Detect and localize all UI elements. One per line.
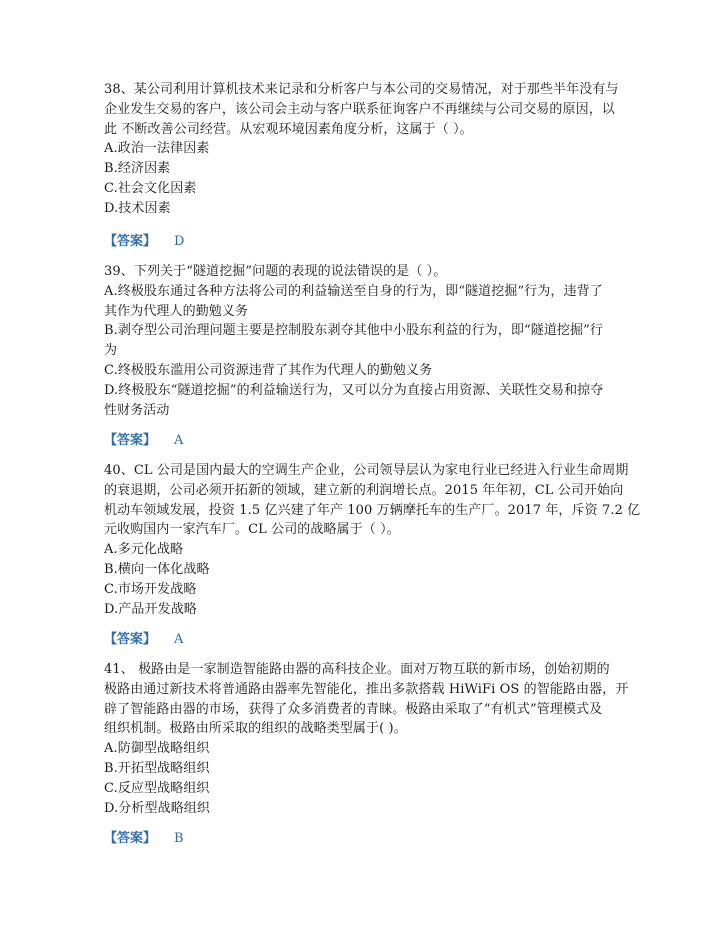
answer-value: A xyxy=(174,632,184,647)
answer-label: 【答案】 xyxy=(104,234,157,249)
option-a: A.终极股东通过各种方法将公司的利益输送至自身的行为，即“隧道挖掘”行为，违背了 xyxy=(104,283,603,299)
answer-value: B xyxy=(174,831,184,846)
answer-38 xyxy=(104,232,184,252)
option-b: B.开拓型战略组织 xyxy=(104,760,210,776)
option-b-cont: 为 xyxy=(104,343,118,359)
answer-41 xyxy=(104,829,184,849)
option-c: C.社会文化因素 xyxy=(104,180,197,196)
question-stem-line: 39、下列关于“隧道挖掘”问题的表现的说法错误的是（ ）。 xyxy=(104,264,447,279)
question-stem-line: 38、某公司利用计算机技术来记录和分析客户与本公司的交易情况，对于那些半年没有与 xyxy=(104,82,619,97)
answer-value: D xyxy=(174,234,185,249)
option-a-cont: 其作为代理人的勤勉义务 xyxy=(104,303,249,319)
question-40 xyxy=(104,461,640,619)
question-stem-line: 此 不断改善公司经营。从宏观环境因素角度分析，这属于（ ）。 xyxy=(104,121,473,137)
answer-label: 【答案】 xyxy=(104,433,157,448)
option-d: D.技术因素 xyxy=(104,200,171,216)
question-39 xyxy=(104,262,603,420)
question-stem-line: 元收购国内一家汽车厂。CL 公司的战略属于（ ）。 xyxy=(104,522,400,538)
option-c: C.终极股东滥用公司资源违背了其作为代理人的勤勉义务 xyxy=(104,362,433,378)
question-stem-line: 极路由通过新技术将普通路由器率先智能化，推出多款搭载 HiWiFi OS 的智能路由器，开 xyxy=(104,681,629,697)
option-c: C.市场开发战略 xyxy=(104,581,197,597)
question-stem-line: 组织机制。极路由所采取的组织的战略类型属于( )。 xyxy=(104,721,407,737)
question-stem-line: 41、 极路由是一家制造智能路由器的高科技企业。面对万物互联的新市场，创始初期的 xyxy=(104,662,610,677)
answer-label: 【答案】 xyxy=(104,632,157,647)
question-stem-line: 企业发生交易的客户，该公司会主动与客户联系征询客户不再继续与公司交易的原因，以 xyxy=(104,101,615,117)
option-a: A.多元化战略 xyxy=(104,542,184,558)
answer-39 xyxy=(104,431,183,451)
option-a: A.政治一法律因素 xyxy=(104,141,210,157)
answer-40 xyxy=(104,630,183,650)
option-d: D.产品开发战略 xyxy=(104,601,197,617)
question-38 xyxy=(104,80,619,219)
answer-value: A xyxy=(174,433,184,448)
option-a: A.防御型战略组织 xyxy=(104,741,210,757)
option-b: B.剥夺型公司治理问题主要是控制股东剥夺其他中小股东利益的行为，即“隧道挖掘”行 xyxy=(104,323,603,339)
question-41 xyxy=(104,660,628,818)
question-stem-line: 机动车领域发展，投资 1.5 亿兴建了年产 100 万辆摩托车的生产厂。2017 年，斥资 7.2 亿 xyxy=(104,502,641,518)
question-stem-line: 的衰退期，公司必须开拓新的领域，建立新的利润增长点。2015 年年初，CL 公司开始向 xyxy=(104,482,624,498)
question-stem-line: 40、CL 公司是国内最大的空调生产企业，公司领导层认为家电行业已经进入行业生命周期 xyxy=(104,463,629,478)
option-b: B.横向一体化战略 xyxy=(104,561,210,577)
option-b: B.经济因素 xyxy=(104,161,171,177)
option-c: C.反应型战略组织 xyxy=(104,780,210,796)
option-d: D.终极股东“隧道挖掘”的利益输送行为，又可以分为直接占用资源、关联性交易和掠夺 xyxy=(104,382,604,398)
option-d-cont: 性财务活动 xyxy=(104,402,170,418)
option-d: D.分析型战略组织 xyxy=(104,800,210,816)
answer-label: 【答案】 xyxy=(104,831,157,846)
question-stem-line: 辟了智能路由器的市场，获得了众多消费者的青睐。极路由采取了“有机式”管理模式及 xyxy=(104,701,603,717)
